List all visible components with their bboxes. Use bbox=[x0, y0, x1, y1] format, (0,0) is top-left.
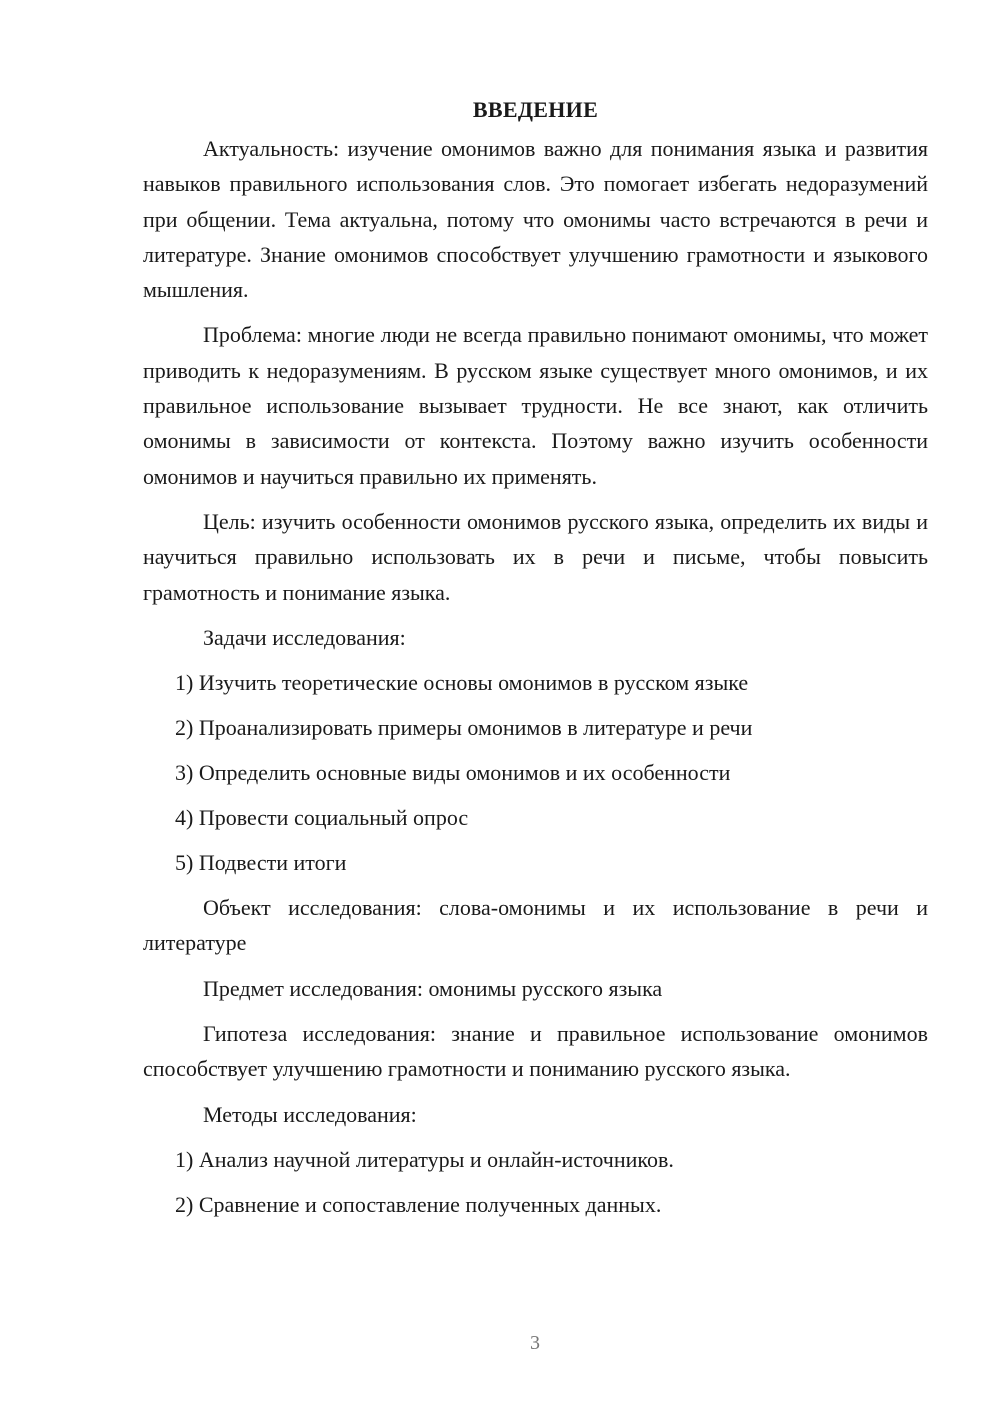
object-paragraph: Объект исследования: слова-омонимы и их использование в речи и литературе bbox=[143, 895, 928, 956]
section-title: ВВЕДЕНИЕ bbox=[472, 97, 599, 122]
hypothesis-paragraph: Гипотеза исследования: знание и правильное использование омонимов способствует улучшению грамотности и пониманию русского языка. bbox=[143, 1021, 928, 1082]
list-item: 2) Сравнение и сопоставление полученных данных. bbox=[175, 1191, 662, 1217]
goal-paragraph: Цель: изучить особенности омонимов русского языка, определить их виды и научиться правильно использовать их в речи и письме, чтобы повысить грамотность и понимание языка. bbox=[143, 508, 928, 605]
tasks-list bbox=[143, 665, 928, 880]
list-item: 1) Изучить теоретические основы омонимов в русском языке bbox=[175, 670, 749, 696]
list-item: 2) Проанализировать примеры омонимов в литературе и речи bbox=[175, 715, 753, 741]
document-page bbox=[143, 92, 928, 1232]
list-item: 5) Подвести итоги bbox=[175, 850, 347, 876]
list-item: 4) Провести социальный опрос bbox=[175, 805, 469, 831]
methods-list bbox=[143, 1142, 928, 1222]
list-item: 3) Определить основные виды омонимов и их особенности bbox=[175, 760, 731, 786]
relevance-paragraph: Актуальность: изучение омонимов важно для понимания языка и развития навыков правильного использования слов. Это помогает избегать недоразумений при общении. Тема актуальна, потому что омонимы часто встречаются в речи и литературе. Знание омонимов способствует улучшению грамотности и языкового мышления. bbox=[143, 136, 928, 303]
tasks-heading: Задачи исследования: bbox=[203, 624, 406, 650]
page-number: 3 bbox=[530, 1332, 540, 1354]
subject-paragraph: Предмет исследования: омонимы русского языка bbox=[203, 975, 663, 1001]
list-item: 1) Анализ научной литературы и онлайн-источников. bbox=[175, 1146, 674, 1172]
methods-heading: Методы исследования: bbox=[203, 1101, 417, 1127]
problem-paragraph: Проблема: многие люди не всегда правильно понимают омонимы, что может приводить к недоразумениям. В русском языке существует много омонимов, и их правильное использование вызывает трудности. Не все знают, как отличить омонимы в зависимости от контекста. Поэтому важно изучить особенности омонимов и научиться правильно их применять. bbox=[143, 322, 928, 489]
